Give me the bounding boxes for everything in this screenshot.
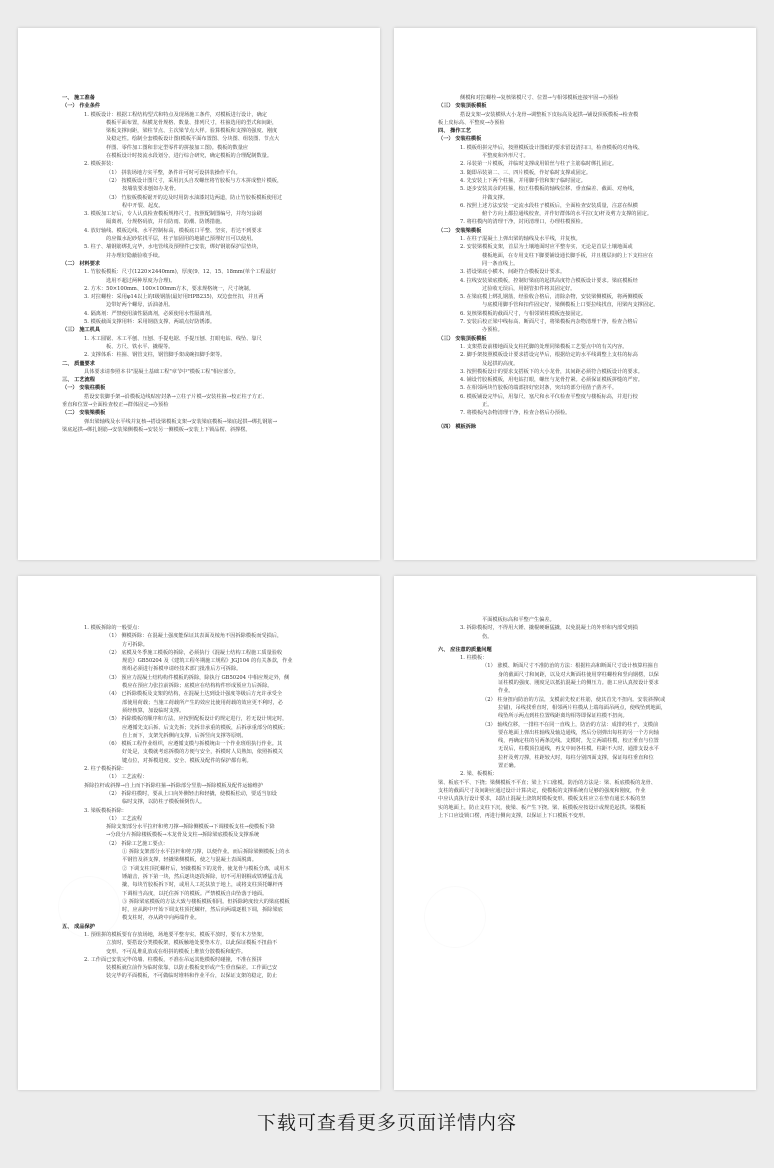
text-line: 在模板设计时按流水段划分，进行综合研究，确定模板的合理配制数量。: [106, 153, 273, 160]
text-line: 垂直和位置→全面检查校正→群体固定→办预检: [62, 401, 169, 408]
page-4-content: [438, 616, 722, 820]
text-line: 7. 将柱模内的清理干净，封闭清理口，办理柱模预检。: [460, 219, 586, 226]
text-line: 板、方尺、铁水平、撬棍等。: [106, 343, 174, 350]
text-line: 应遵循先支后拆、后支先拆；先拆非承重的模板，后拆承重部分的模板；: [122, 724, 289, 731]
text-line: 线，再确定柱的另两条边线。支模时，先立两端柱模，校正垂直与位置: [498, 738, 659, 745]
text-line: 3. 对拉螺栓：采用φ14以上的Ⅰ级钢筋(最好用HPB235)，双边套丝扣，并且两: [84, 294, 264, 301]
text-line: 7. 将模板内杂物清理干净，检查合格后办预检。: [460, 410, 571, 417]
text-line: （2） 拆除工艺施工要点：: [106, 840, 169, 847]
text-line: 1. 预组拼的模板要有存放场地，场地要平整夯实。模板平放时，要有木方垫架。: [84, 931, 267, 938]
text-line: ③ 拆除梁底模板的方法大致与楼板模板相同。但拆除跨度较大的梁底模板: [122, 898, 290, 905]
text-line: 梁、板底不平、下挠；梁侧模板不平直；梁上下口涨模。防治的方法是：梁、板底模板的龙骨、: [438, 779, 656, 786]
text-line: 2. 安装梁模板支架，首层为土壤地面时应平整夯实，无论是首层土壤地面或: [460, 244, 633, 251]
text-line: 1. 模板拆除的一般要点：: [84, 625, 143, 631]
text-line: 3. 拆除模板时，不得用大锤、撬棍硬砸猛撬，以免混凝土的外形和内部受到损: [460, 625, 638, 632]
text-line: 办预检。: [482, 327, 503, 334]
subsection-heading: （三） 安装顶板模板: [438, 103, 487, 110]
text-line: 弹出梁轴线及水平线并复核→搭设梁模板支架→安装梁底模板→梁底起拱→绑扎钢筋→: [84, 418, 277, 425]
text-line: （2） 底模及冬季施工模板的拆除，必须执行《混凝土结构工程施工质量验收: [106, 649, 283, 656]
text-line: 5. 柱子、墙钢筋绑扎完毕，水电管线及预埋件已安装，绑好钢筋保护层垫块，: [84, 244, 262, 251]
text-line: 6. 复核梁模板的截面尺寸，与相邻梁柱模板连接固定。: [460, 310, 586, 317]
text-line: ① 拆除支架部分水平拉杆和剪刀撑，以便作业。而后拆除梁侧模板上的水: [122, 849, 290, 856]
text-line: 7. 安装后校正梁中线标高、断面尺寸，将梁模板内杂物清理干净，检查合格后: [460, 319, 638, 326]
text-line: 5. 模板截面支撑用料：采用钢筋支撑，两端点好防锈漆。: [84, 319, 216, 326]
document-page-4: [394, 576, 756, 1090]
text-line: 板上皮标高、平整度→办预检: [438, 119, 505, 126]
section-heading: 五、 成品保护: [62, 923, 95, 930]
text-line: 上下口应设锁口楞，再进行侧向支撑，以保证上下口模板不变形。: [438, 812, 589, 819]
text-line: 1. 竹胶板模板：尺寸(1220×2440mm)，厚度(9、12、15、18mm(单个工程最好: [84, 269, 276, 276]
text-line: 伤。: [482, 633, 493, 640]
text-line: 1. 在柱子混凝土上弹出梁的轴线及水平线，并复核。: [460, 236, 581, 243]
text-line: 按墙装要求刨如办龙骨。: [122, 186, 180, 193]
text-line: 4. 先安装上下两个柱箍，并用脚手管和架子临时固定。: [460, 177, 586, 184]
text-line: 5. 在梁底模上绑扎钢筋，经验收合格后，清除杂物，安装梁侧模板，将两侧模板: [460, 294, 643, 301]
text-line: 中应认真执行设计要求，以防止混凝土浇筑时模板变形。模板支柱应立在垫有通长木板的坚: [438, 796, 646, 803]
text-line: 线坠所示两点到柱位置线距离均相等即保证柱模不扭向。: [498, 713, 628, 720]
text-line: 样图、零件加工图和非定型零件的拼接加工图)。模板的数量应: [106, 144, 249, 151]
text-line: 好处是，支模就考虑拆模的方便与安全，拆模时人员熟知，依照拆模关: [122, 749, 283, 756]
text-line: 1. 模板设计：根据工程结构型式和特点及现场施工条件，对模板进行设计，确定: [84, 111, 267, 118]
text-line: 并做支撑。: [482, 194, 508, 201]
text-line: （1） 工艺流程: [106, 815, 143, 822]
download-more-prompt[interactable]: 下载可查看更多页面详情内容: [256, 1112, 517, 1134]
text-line: （3） 竹胶板模板锯开的边及时用防水油漆封边两道，防止竹胶板模板使用过: [106, 194, 283, 201]
text-line: 模支柱时，亦从跨中向两端作业。: [122, 915, 200, 922]
text-line: 楼板地面，在专用支柱下脚要铺设通长脚手板，并且楼层间的上下支柱应在: [482, 252, 654, 259]
text-line: 实的地面上，防止支柱下沉，使梁、板产生下挠。梁、板模板应按设计或规范起拱。梁模板: [438, 804, 646, 811]
section-heading: 一、 施工准备: [62, 95, 95, 101]
text-line: （2） 按模板设计图尺寸，采用沉头自攻螺丝将竹胶板与方木拼成整片模板，: [106, 177, 283, 184]
text-line: 及稳定性。绘制全套模板设计图(模板平面布置图、分块图、组装图、节点大: [106, 136, 280, 143]
text-line: 6. 模板铺设完毕后，用靠尺、塞尺和水平仪检查平整度与楼板标高，并进行校: [460, 393, 638, 400]
text-line: 5. 逐步安装其余的柱箍，校正柱模板的轴线位移、垂直偏差、截面、对角线，: [460, 186, 638, 193]
text-line: 搭设支架→安装横纵大小龙骨→调整板下皮标高及起拱→铺设顶板模板→检查模: [460, 111, 639, 118]
text-line: 作业。: [498, 688, 514, 695]
text-line: （1） 工艺流程：: [106, 774, 148, 781]
text-line: （5） 拆除模板的顺序和方法，应按照配板设计的规定进行，若无设计规定时，: [106, 716, 288, 723]
text-line: 平钢管及斜支撑，轻撬梁侧模板，使之与混凝土表面脱离。: [122, 857, 257, 864]
text-line: 拉杆及剪刀撑，柱距较大时，每柱分别四面支撑，保证每柱垂直和位: [498, 754, 654, 761]
text-line: 装模板就位前作为临时依靠，以防止模板变形或产生垂直偏差。工作面已安: [106, 965, 278, 972]
subsection-heading: （一） 安装柱模板: [438, 136, 482, 143]
text-line: 临时支撑，以防柱子模板倾倒伤人。: [122, 799, 206, 806]
text-line: 拆除支架部分水平拉杆和剪刀撑→拆除侧模板→下调楼板支柱→使模板下降: [106, 824, 275, 831]
text-line: 部使用荷载；当施工荷载所产生的效应比使用荷载的效应更不利时，必: [122, 699, 283, 706]
subsection-heading: （四） 模板拆除: [438, 423, 477, 430]
text-line: 拉锚)，吊线找垂直时，相邻两片柱模从上端每面吊两点，使线坠到地面，: [498, 704, 667, 711]
section-heading: 二、 质量要求: [62, 360, 95, 367]
text-line: 隔离剂，分规格码放，并有防雨、防潮、防锈措施。: [106, 219, 226, 226]
text-line: 4. 拉线安装梁底模板，控制好梁底的起拱高度符合模板设计要求。梁底模板经: [460, 277, 638, 284]
text-line: 锤敲击，拆下第一块，然后逐块逐段拆除，切不可用钢棍或铁锤猛击乱: [122, 873, 283, 880]
text-line: 搭设安装脚手架→沿模板边线贴密封条→立柱子片模→安装柱箍→校正柱子方正、: [84, 393, 268, 400]
text-line: 方可拆除。: [122, 641, 148, 648]
subsection-heading: （二） 材料要求: [62, 260, 101, 267]
document-page-3: [18, 576, 380, 1090]
subsection-heading: （二） 安装梁模板: [438, 227, 482, 234]
text-line: 侧模和对拉螺栓→复核梁模尺寸、位置→与相邻模板连接牢固→办预检: [460, 95, 619, 101]
text-line: （3） 轴线位移，一排柱不在同一直线上，防治的方法：成排的柱子，支模前: [482, 721, 659, 728]
text-line: 2. 支撑体系：柱箍、钢管支柱，钢管脚手架或碗扣脚手架等。: [84, 352, 226, 359]
text-line: 3. 搭设梁底小横木，间距符合模板设计要求。: [460, 269, 566, 276]
text-line: 与底模用脚手管和扣件固定好，梁侧模板上口要拉线找直，用梁内支撑固定。: [482, 302, 659, 309]
text-line: 3. 梁板模板拆除：: [84, 807, 127, 814]
text-line: 2. 梁、板模板：: [460, 771, 498, 778]
text-line: 边带好两个螺母，活油备用。: [106, 302, 174, 309]
text-line: 撬，每块竹胶板拆下时，或用人工托扶放于地上，或将支柱顶托螺杆再: [122, 882, 283, 889]
text-line: 规范》GB50204 及《建筑工程冬期施工规程》JGJ104 的有关条款，作业: [122, 658, 293, 665]
text-line: 具体要求请参照本书"混凝土基础工程"章节中"模板工程"相应部分。: [84, 368, 239, 375]
text-line: （6） 模板工程作业组织，应遵循支模与拆模统由一个作业班组执行作业。其: [106, 741, 283, 748]
text-line: 模应在预应力张拉前拆除；底模应在结构构件形成预应力后拆除。: [122, 683, 273, 690]
text-line: 及起拱的高度。: [482, 360, 519, 367]
text-line: （1） 侧模拆除：在混凝土强度能保证其表面及棱角不因拆除模板而受损后，: [106, 633, 283, 640]
text-line: 3. 随即吊装第二、三、四片模板，作好临时支撑或固定。: [460, 169, 592, 176]
text-line: 证柱模的强度、刚度足以抵抗混凝土的侧压力。施工应认真按设计要求: [498, 680, 659, 687]
text-line: 选用不超过两种厚度为合理)。: [106, 277, 176, 284]
subsection-heading: （一） 作业条件: [62, 103, 101, 110]
text-line: 梁底起拱→绑扎钢筋→安装梁侧模板→安装另一侧模板→安装上下锁品楞、斜撑楞。: [62, 426, 251, 433]
text-line: 2. 方木：50×100mm、100×100mm方木，要求规格统一，尺寸统制。: [84, 285, 254, 292]
text-line: 4. 隔离剂：严禁使用油性隔离剂，必须使用水性隔离剂。: [84, 310, 216, 317]
text-line: 装完毕的平面模板，不可做临时堆料和作业平台，以保证支架的稳定，防止: [106, 973, 278, 980]
text-line: 自上而下，支架先拆侧向支撑，后拆竖向支撑等原则。: [122, 732, 247, 739]
text-line: （2） 柱身扭向防治的方法，支模前先校正柱筋，使其首先不扭向。安装斜撑(或: [482, 696, 666, 703]
subsection-heading: （三） 施工机具: [62, 327, 101, 334]
text-line: （3） 预应力混凝土结构构件模板的拆除，除执行 GB50204 中相应规定外，侧: [106, 674, 290, 681]
text-line: 2. 柱子模板拆除：: [84, 766, 127, 773]
text-line: 支柱的截面尺寸及间距应通过设计计算决定，使模板的支撑系统有足够的强度和刚度，作业: [438, 787, 646, 794]
text-line: 2. 模板拼装：: [84, 161, 117, 168]
text-line: 置正确。: [498, 763, 519, 770]
text-line: 梁板支撑间距，梁柱节点、主次梁节点大样。验算模板和支撑的强度、刚度: [106, 128, 278, 135]
text-line: 5. 在相邻两块竹胶板的端部挤好密封条，突出的部分用凿子凿齐平。: [460, 385, 618, 392]
page-1-content: [62, 94, 346, 434]
text-line: 6. 按照上述方法安装一定流水段柱子模板后，全面检查安装质量，注意在纵横: [460, 202, 638, 209]
text-line: 拆除拉杆或斜撑→自上而下拆除柱箍→拆除部分竖肋→拆除模板及配件运输维护: [84, 782, 264, 789]
text-line: 要在地面上弹出柱轴线及轴边通线，然后分别弹出每柱的另一个方向轴: [498, 729, 659, 736]
text-line: ② 下调支柱顶托螺杆后，轻撬模板下的龙骨，使龙骨与模板分离，或用木: [122, 865, 290, 872]
text-line: 1. 模板组拼完毕后，按照模板设计图纸的要求留设清扫口，检查模板的对角线、: [460, 144, 643, 151]
watermark-mark: [424, 886, 486, 948]
text-line: 须经核算，加设临时支撑。: [122, 707, 185, 714]
page-2-content: [438, 94, 722, 431]
page-3-content: [62, 624, 346, 981]
text-line: 俯个方向上都拉通线校查，并作好群体的水平拉(支)杆及剪力支撑的固定。: [482, 211, 653, 218]
text-line: →分段分片拆除楼板模板→木龙骨及支柱→拆除梁底模板及支撑系统: [106, 832, 260, 839]
text-line: （1） 拼装场地方实平整，条件许可时可设拼装操作平台。: [106, 169, 241, 176]
text-line: 键点位，对拆模进度、安全、模板及配件的保护都有利。: [122, 757, 252, 764]
text-line: 同一条直线上。: [482, 260, 519, 267]
text-line: 3. 模板加工好后，专人认真检查模板规格尺寸，按照配制图编号，并均匀涂刷: [84, 211, 262, 218]
subsection-heading: （二） 安装梁模板: [62, 410, 106, 417]
text-line: 模板平面布置，纵横龙骨规格、数量、排列尺寸，柱箍选用的型式和间距，: [106, 119, 278, 126]
section-heading: 三、 工艺流程: [62, 377, 95, 384]
text-line: （1） 涨模、断面尺寸不准防治的方法：根据柱高和断面尺寸设计核算柱箍自: [482, 663, 659, 670]
text-line: 无误后，柱模顶拉通线，再支中间各柱模。柱距不大时，通排支设水平: [498, 746, 659, 753]
text-line: 并办理好隐蔽验收手续。: [106, 252, 164, 259]
text-line: 立放时，要搭设分类模板架，模板触地处要垫木方，以此保证模板不扭曲不: [106, 940, 278, 947]
text-line: 1. 支架搭设前楼地面及支柱托脚的处理同梁模板工艺要点中的有关内容。: [460, 343, 628, 350]
text-line: 3. 按照模板设计的要求支搭板下的大小龙骨，其间距必须符合模板设计的要求。: [460, 368, 643, 375]
section-heading: 四、 操作工艺: [438, 128, 471, 135]
text-line: 4. 放好轴线、模板边线、水平控制标高，模板底口平整、坚实，若达不到要求: [84, 227, 262, 234]
text-line: （2） 拆除柱模时，要从上口向外侧轻击和轻撬，使模板松动，要适当加设: [106, 790, 277, 797]
section-heading: 六、 应注意的质量问题: [438, 646, 492, 653]
text-line: 平整度和外形尺寸。: [482, 153, 529, 160]
text-line: 下调相当高度，以托住拆下的模板。严禁模板自由坠落于地面。: [122, 890, 268, 897]
text-line: 身的截面尺寸和间距，以及对大断面柱使用穿柱螺栓和竖向钢楞，以保: [498, 671, 659, 678]
text-line: 2. 工作面已安装完毕的墙、柱模板，不准在吊运其他模板时碰撞，不准在预拼: [84, 956, 262, 963]
text-line: 变形。不可乱堆乱放或在组拼的模板上堆放分散模板和配件。: [106, 948, 247, 955]
text-line: 2. 脚手架按照模板设计要求搭设完毕后，根据给定的水平线调整上支柱的标高: [460, 352, 638, 359]
text-line: 1. 木工圆锯、木工平刨、压刨、手提电锯、手提压刨、打眼电钻、线坠、靠尺: [84, 335, 262, 342]
subsection-heading: （三） 安装顶板模板: [438, 335, 487, 342]
text-line: 的应做水泥砂浆找平层，柱子加固用的地锚已预埋好且可以使用。: [106, 236, 257, 243]
text-line: 过验收无误后，用钢管扣件将其固定好。: [482, 285, 576, 292]
subsection-heading: （一） 安装柱模板: [62, 385, 106, 392]
text-line: 2. 吊装第一片模板，并临时支撑或用铅丝与柱子主筋临时绑扎固定。: [460, 161, 618, 168]
text-line: 程中开裂、起皮。: [122, 202, 164, 209]
text-line: 时，应从跨中开始下调支柱顶托螺杆，然后向两端逐根下调，拆除梁底: [122, 907, 283, 914]
text-line: 1. 柱模板：: [460, 655, 488, 662]
document-page-2: [394, 28, 756, 560]
document-page-1: [18, 28, 380, 560]
text-line: 正。: [482, 401, 493, 408]
text-line: 平面模板标高和平整产生偏差。: [482, 617, 555, 623]
text-line: 班组必须进行拆模申请经技术部门批准后方可拆除。: [122, 666, 242, 673]
text-line: 4. 铺设竹胶板模板，用电钻打眼，螺丝与龙骨拧紧。必须保证模板拼缝的严密。: [460, 377, 643, 384]
text-line: （4） 已拆除模板及支架的结构，在混凝土达到设计强度等级后方允许承受全: [106, 691, 283, 698]
